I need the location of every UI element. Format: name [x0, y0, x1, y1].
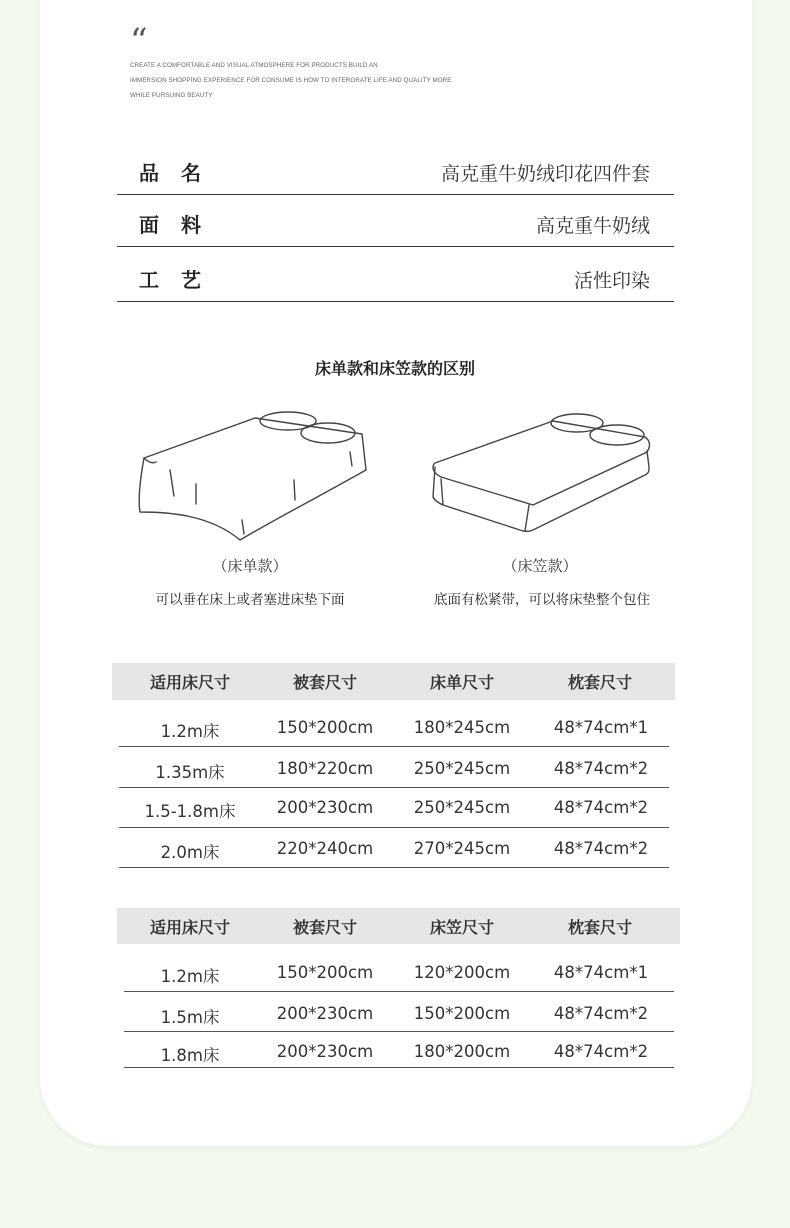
table-cell: 150*200cm: [413, 1004, 511, 1023]
table-cell: 270*245cm: [413, 839, 511, 858]
table-cell: 120*200cm: [413, 963, 511, 982]
table-cell: 1.35m床: [155, 763, 225, 782]
table-cell: 200*230cm: [276, 798, 374, 817]
table-cell: 250*245cm: [413, 759, 511, 778]
table-row: [119, 748, 669, 788]
table-row: [119, 789, 669, 828]
table2-header-cell: 枕套尺寸: [567, 917, 633, 937]
table-row: [119, 829, 669, 868]
intro-line: WHILE PURSUING BEAUTY: [130, 92, 213, 99]
intro-text: [130, 58, 550, 103]
table-row: [124, 953, 674, 992]
fitted-sheet-caption: （床笠款）: [502, 557, 578, 575]
table2-header-cell: 床笠尺寸: [429, 917, 495, 937]
difference-title: 床单款和床笠款的区别: [314, 359, 475, 378]
spec-label: 面料: [139, 213, 223, 237]
table-row: [119, 708, 669, 747]
table1-header-cell: 床单尺寸: [429, 673, 495, 692]
table-cell: 180*200cm: [413, 1042, 511, 1061]
flat-sheet-caption: （床单款）: [212, 557, 288, 575]
flat-sheet-bed-illustration: [130, 400, 380, 550]
table-cell: 180*220cm: [276, 759, 374, 778]
table-cell: 1.2m床: [160, 722, 220, 741]
intro-line: IMMERSION SHOPPING EXPERIENCE FOR CONSUME IS HOW TO INTERGRATE LIFE AND QUALITY MORE: [130, 77, 452, 84]
table-cell: 1.5-1.8m床: [144, 802, 236, 821]
table-cell: 180*245cm: [413, 718, 511, 737]
table-cell: 48*74cm*2: [553, 839, 649, 858]
table-cell: 48*74cm*1: [553, 963, 649, 982]
table2-header: [117, 908, 680, 944]
spec-value: 高克重牛奶绒: [535, 215, 650, 237]
table-cell: 200*230cm: [276, 1004, 374, 1023]
table-row: [124, 1033, 674, 1068]
table-cell: 220*240cm: [276, 839, 374, 858]
table-cell: 1.8m床: [160, 1046, 220, 1065]
spec-value: 高克重牛奶绒印花四件套: [440, 163, 650, 185]
table-cell: 48*74cm*2: [553, 798, 649, 817]
table-cell: 250*245cm: [413, 798, 511, 817]
table1-header-cell: 被套尺寸: [292, 673, 358, 692]
table-cell: 200*230cm: [276, 1042, 374, 1061]
spec-value: 活性印染: [573, 270, 650, 292]
table-cell: 48*74cm*2: [553, 759, 649, 778]
flat-sheet-description: 可以垂在床上或者塞进床垫下面: [155, 592, 345, 608]
table-cell: 1.5m床: [160, 1008, 220, 1027]
table-cell: 48*74cm*2: [553, 1042, 649, 1061]
table-cell: 48*74cm*1: [553, 718, 649, 737]
quote-icon: ‘‘: [130, 21, 144, 61]
table-cell: 150*200cm: [276, 718, 374, 737]
spec-row-fabric: [117, 202, 674, 247]
table-row: [124, 993, 674, 1032]
fitted-sheet-description: 底面有松紧带，可以将床垫整个包住: [434, 592, 650, 608]
table1-header-cell: 适用床尺寸: [149, 673, 231, 692]
intro-line: CREATE A COMFORTABLE AND VISUAL ATMOSPHERE FOR PRODUCTS BUILD AN: [130, 62, 378, 69]
table2-header-cell: 适用床尺寸: [149, 917, 231, 937]
fitted-sheet-bed-illustration: [425, 405, 655, 535]
spec-label: 工艺: [139, 268, 223, 292]
spec-row-craft: [117, 254, 674, 302]
table-cell: 1.2m床: [160, 967, 220, 986]
table-cell: 48*74cm*2: [553, 1004, 649, 1023]
table1-header: [112, 663, 675, 700]
table-cell: 2.0m床: [160, 843, 220, 862]
table1-header-cell: 枕套尺寸: [567, 673, 633, 692]
table2-header-cell: 被套尺寸: [292, 917, 358, 937]
table-cell: 150*200cm: [276, 963, 374, 982]
spec-label: 品名: [139, 161, 223, 185]
spec-row-name: [117, 150, 674, 195]
